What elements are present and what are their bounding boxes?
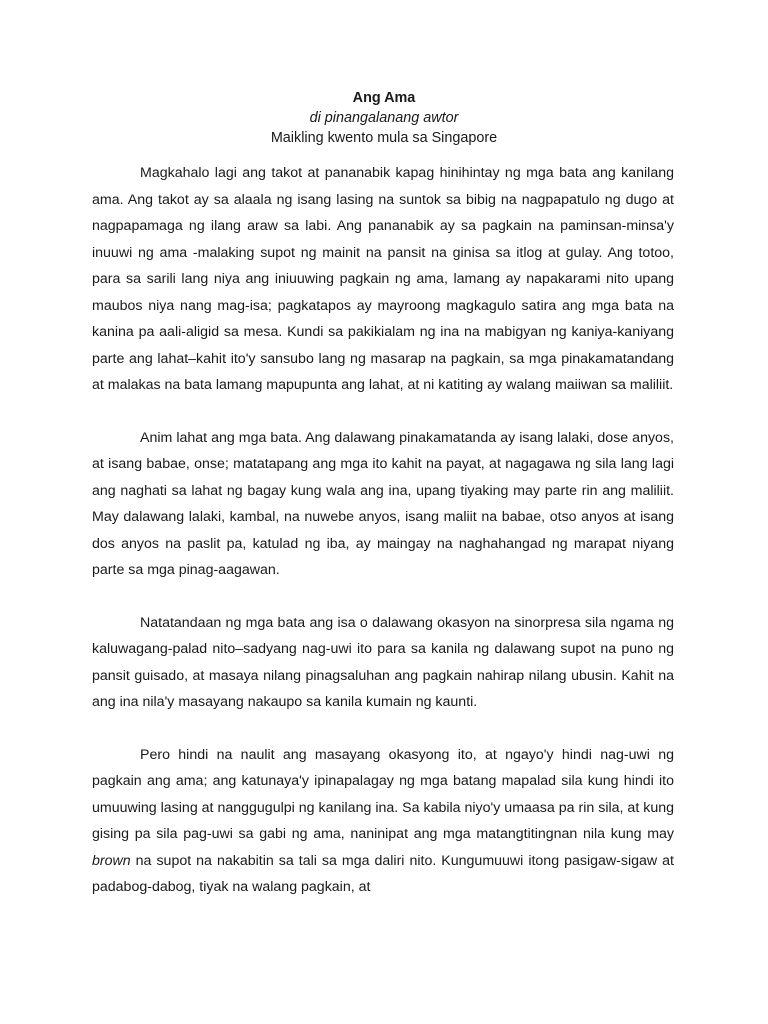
paragraph-2: Anim lahat ang mga bata. Ang dalawang pinakamatanda ay isang lalaki, dose anyos, at isang babae, onse; matatapang ang mga ito kahit na payat, at nagagawa ng sila lang lagi ang naghati sa lahat ng bagay kung wala ang ina, upang tiyaking may parte rin ang maliliit. May dalawang lalaki, kambal, na nuwebe anyos, isang maliit na babae, otso anyos at isang dos anyos na paslit pa, katulad ng iba, ay maingay na naghahangad ng marapat niyang parte sa mga pinag-aagawan. bbox=[92, 429, 674, 578]
paragraph-4-end: na supot na nakabitin sa tali sa mga daliri nito. Kungumuuwi itong pasigaw-sigaw at padabog-dabog, tiyak na walang pagkain, at bbox=[92, 852, 674, 895]
story-subtitle: Maikling kwento mula sa Singapore bbox=[270, 130, 498, 146]
paragraph-4-start: Pero hindi na naulit ang masayang okasyong ito, at ngayo'y hindi nag-uwi ng pagkain ang ama; ang katunaya'y ipinapalagay ng mga batang mapalad sila kung hindi ito umuuwing lasing at nanggugulpi ng kanilang ina. Sa kabila niyo'y umaasa pa rin sila, at kung gising pa sila pag-uwi sa gabi ng ama, naninipat ang mga matangtitingnan nila kung may bbox=[92, 746, 674, 842]
paragraph-4 bbox=[92, 742, 674, 901]
story-title: Ang Ama bbox=[352, 90, 416, 106]
story-body bbox=[92, 160, 674, 927]
emphasized-word: brown bbox=[92, 852, 131, 869]
story-author: di pinangalanang awtor bbox=[309, 110, 459, 126]
paragraph-1: Magkahalo lagi ang takot at pananabik kapag hinihintay ng mga bata ang kanilang ama. Ang takot ay sa alaala ng isang lasing na suntok sa bibig na nagpapatulo ng dugo at nagpapamaga ng ilang araw sa labi. Ang pananabik ay sa pagkain na paminsan-minsa'y inuuwi ng ama -malaking supot ng mainit na pansit na ginisa sa itlog at gulay. Ang totoo, para sa sarili lang niya ang iniuuwing pagkain ng ama, lamang ay napakarami nito upang maubos niya nang mag-isa; pagkatapos ay mayroong magkagulo satira ang mga bata na kanina pa aali-aligid sa mesa. Kundi sa pakikialam ng ina na mabigyan ng kaniya-kaniyang parte ang lahat–kahit ito'y sansubo lang ng masarap na pagkain, sa mga pinakamatandang at malakas na bata lamang mapupunta ang lahat, at ni katiting ay walang maiiwan sa maliliit. bbox=[92, 165, 674, 393]
title-block bbox=[0, 88, 768, 148]
paragraph-3: Natatandaan ng mga bata ang isa o dalawang okasyon na sinorpresa sila ngama ng kaluwagang-palad nito–sadyang nag-uwi ito para sa kanila ng dalawang supot na puno ng pansit guisado, at masaya nilang pinagsaluhan ang pagkain nahirap nilang ubusin. Kahit na ang ina nila'y masayang nakaupo sa kanila kumain ng kaunti. bbox=[92, 614, 674, 710]
